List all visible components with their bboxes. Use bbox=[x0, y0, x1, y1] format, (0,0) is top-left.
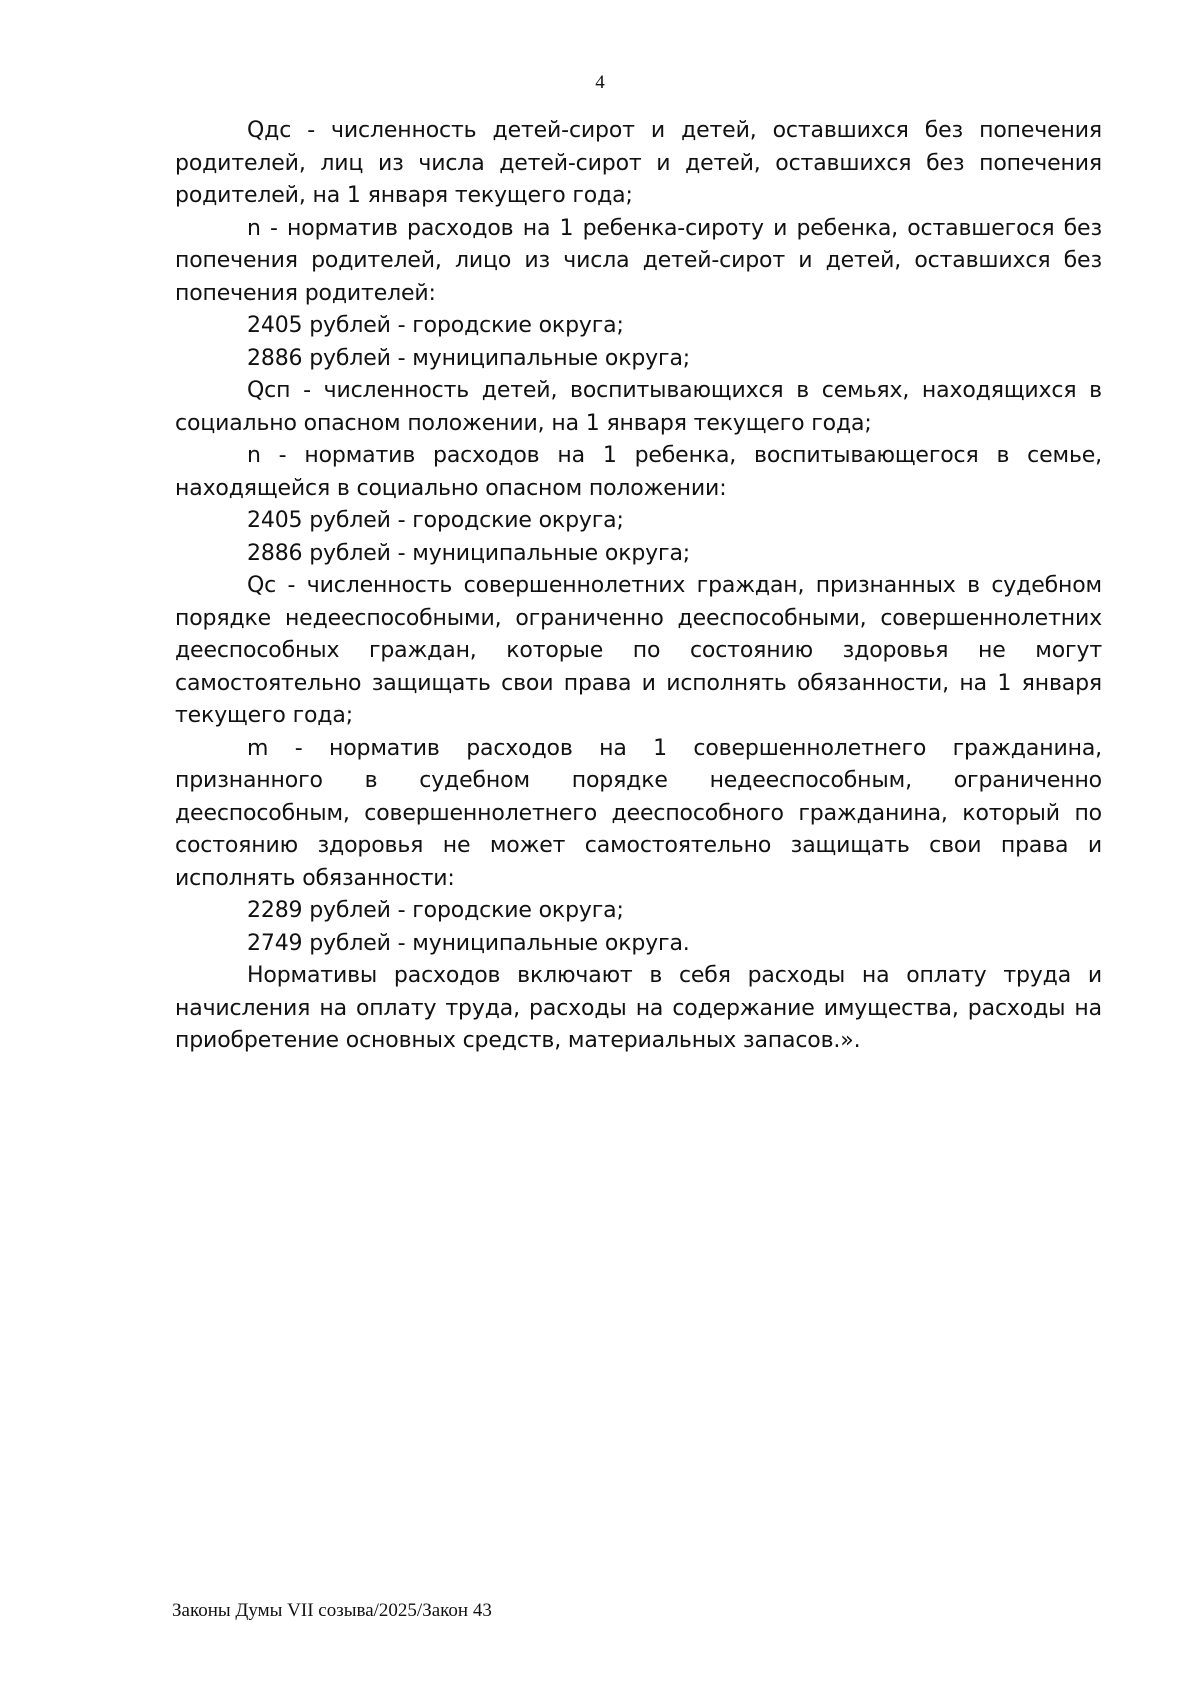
document-body bbox=[175, 115, 1102, 1058]
paragraph-rate-urban-2: 2405 рублей - городские округа; bbox=[247, 508, 624, 533]
paragraph-rate-municipal-3: 2749 рублей - муниципальные округа. bbox=[247, 930, 690, 956]
paragraph-n-norm-dangerous: n - норматив расходов на 1 ребенка, воспитывающегося в семье, находящейся в социально опасном положении: bbox=[175, 443, 1102, 501]
paragraph-rate-urban-1: 2405 рублей - городские округа; bbox=[247, 313, 624, 338]
paragraph-qds-definition: Qдс - численность детей-сирот и детей, оставшихся без попечения родителей, лиц из числа детей-сирот и детей, оставшихся без попечения родителей, на 1 января текущего года; bbox=[175, 118, 1102, 208]
paragraph-n-norm-orphans: n - норматив расходов на 1 ребенка-сироту и ребенка, оставшегося без попечения родителей, лицо из числа детей-сирот и детей, оставшихся без попечения родителей: bbox=[175, 215, 1102, 306]
paragraph-rate-municipal-1: 2886 рублей - муниципальные округа; bbox=[247, 345, 691, 371]
paragraph-rate-urban-3: 2289 рублей - городские округа; bbox=[247, 898, 624, 923]
paragraph-m-norm-adults: m - норматив расходов на 1 совершеннолетнего гражданина, признанного в судебном порядке недееспособным, ограниченно дееспособным, совершеннолетнего дееспособного гражданина, который по состоянию здоровья не может самостоятельно защищать свои права и исполнять обязанности: bbox=[175, 735, 1102, 891]
paragraph-norms-include: Нормативы расходов включают в себя расходы на оплату труда и начисления на оплату труда, расходы на содержание имущества, расходы на приобретение основных средств, материальных запасов.». bbox=[175, 963, 1102, 1053]
paragraph-rate-municipal-2: 2886 рублей - муниципальные округа; bbox=[247, 540, 691, 566]
page-number: 4 bbox=[595, 72, 605, 93]
paragraph-qsp-definition: Qсп - численность детей, воспитывающихся в семьях, находящихся в социально опасном положении, на 1 января текущего года; bbox=[175, 378, 1102, 436]
footer-reference: Законы Думы VII созыва/2025/Закон 43 bbox=[172, 1600, 492, 1621]
paragraph-qs-definition: Qс - численность совершеннолетних граждан, признанных в судебном порядке недееспособными, ограниченно дееспособными, совершеннолетних дееспособных граждан, которые по состоянию здоровья не могут самостоятельно защищать свои права и исполнять обязанности, на 1 января текущего года; bbox=[175, 573, 1102, 728]
